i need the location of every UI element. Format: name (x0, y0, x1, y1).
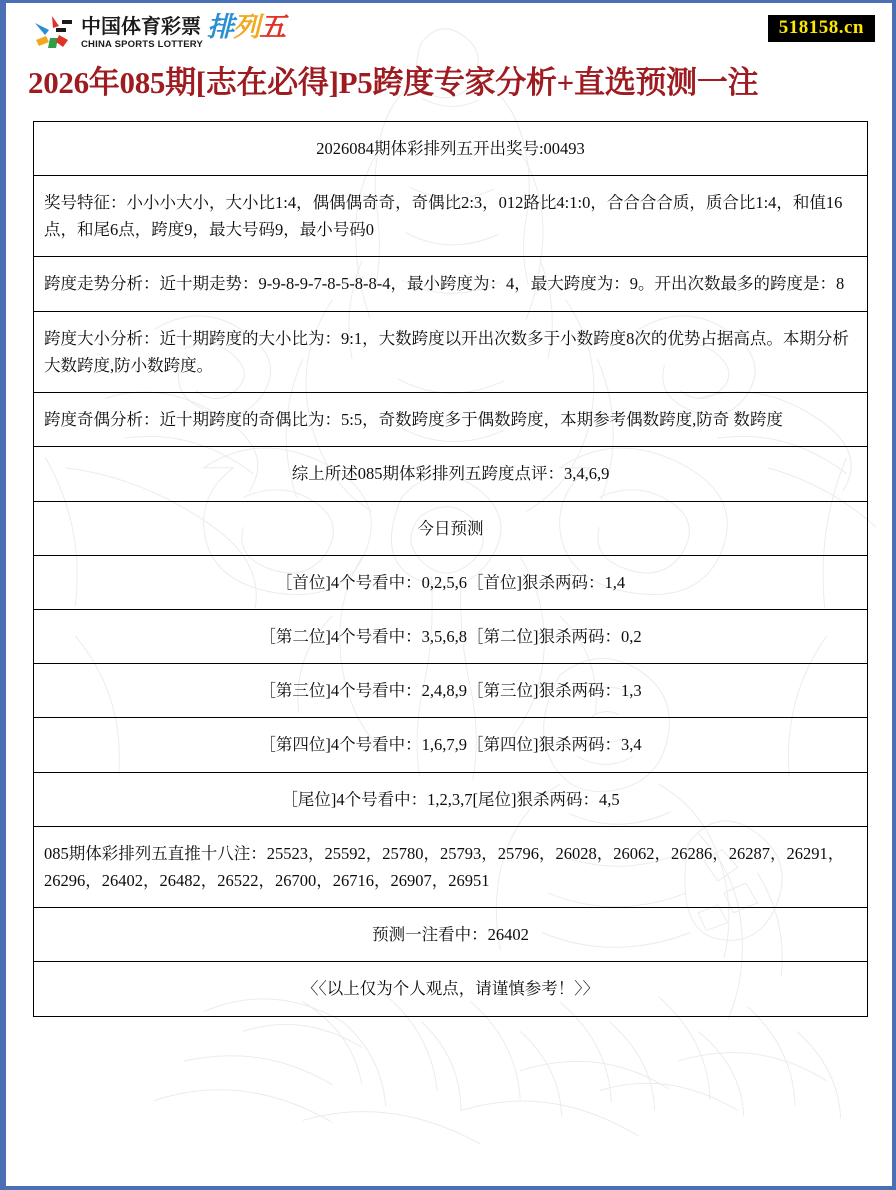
table-row (34, 826, 868, 907)
table-row (34, 962, 868, 1016)
position-4-prediction-cell: ［第四位]4个号看中：1,6,7,9［第四位]狠杀两码：3,4 (34, 718, 868, 772)
table-row (34, 772, 868, 826)
table-row (34, 908, 868, 962)
game-char-1: 排 (207, 12, 234, 42)
table-row (34, 121, 868, 175)
sports-lottery-logo-icon (32, 14, 76, 52)
site-domain-badge: 518158.cn (768, 15, 875, 42)
position-2-prediction-cell: ［第二位]4个号看中：3,5,6,8［第二位]狠杀两码：0,2 (34, 609, 868, 663)
lottery-logo (32, 13, 285, 53)
game-char-3: 五 (259, 12, 286, 42)
disclaimer-cell: 〈〈以上仅为个人观点，请谨慎参考！〉〉 (34, 962, 868, 1016)
position-1-prediction-cell: ［首位]4个号看中：0,2,5,6［首位]狠杀两码：1,4 (34, 555, 868, 609)
position-3-prediction-cell: ［第三位]4个号看中：2,4,8,9［第三位]狠杀两码：1,3 (34, 664, 868, 718)
table-row (34, 257, 868, 311)
position-5-prediction-cell: ［尾位]4个号看中：1,2,3,7[尾位]狠杀两码：4,5 (34, 772, 868, 826)
table-row (34, 501, 868, 555)
table-row (34, 393, 868, 447)
direct-picks-18-cell: 085期体彩排列五直推十八注：25523，25592，25780，25793，25796，26028，26062，26286，26287，26291，26296，26402，26482，26522，26700，26716，26907，26951 (34, 826, 868, 907)
prize-features-cell: 奖号特征：小小小大小，大小比1:4，偶偶偶奇奇，奇偶比2:3，012路比4:1:0，合合合合质，质合比1:4，和值16点，和尾6点，跨度9，最大号码9，最小号码0 (34, 175, 868, 256)
table-row (34, 447, 868, 501)
span-trend-analysis-cell: 跨度走势分析：近十期走势：9-9-8-9-7-8-5-8-8-4，最小跨度为：4，最大跨度为：9。开出次数最多的跨度是：8 (34, 257, 868, 311)
draw-result-cell: 2026084期体彩排列五开出奖号:00493 (34, 121, 868, 175)
table-row (34, 555, 868, 609)
page-title: 2026年085期[志在必得]P5跨度专家分析+直选预测一注 (28, 65, 759, 100)
game-char-2: 列 (233, 12, 260, 42)
site-header (6, 3, 892, 60)
span-parity-analysis-cell: 跨度奇偶分析：近十期跨度的奇偶比为：5:5，奇数跨度多于偶数跨度，本期参考偶数跨度,防奇 数跨度 (34, 393, 868, 447)
lottery-name-cn: 中国体育彩票 (81, 15, 201, 38)
lottery-logo-text (81, 17, 203, 50)
single-pick-cell: 预测一注看中：26402 (34, 908, 868, 962)
table-row (34, 718, 868, 772)
today-prediction-header-cell: 今日预测 (34, 501, 868, 555)
analysis-table-body (34, 121, 868, 1016)
game-name-pailie5 (207, 14, 285, 41)
table-row (34, 311, 868, 392)
table-row (34, 609, 868, 663)
lottery-name-en: CHINA SPORTS LOTTERY (81, 38, 204, 50)
table-row (34, 664, 868, 718)
span-summary-cell: 综上所述085期体彩排列五跨度点评：3,4,6,9 (34, 447, 868, 501)
analysis-table (33, 121, 868, 1017)
table-row (34, 175, 868, 256)
span-size-analysis-cell: 跨度大小分析：近十期跨度的大小比为：9:1，大数跨度以开出次数多于小数跨度8次的优势占据高点。本期分析大数跨度,防小数跨度。 (34, 311, 868, 392)
